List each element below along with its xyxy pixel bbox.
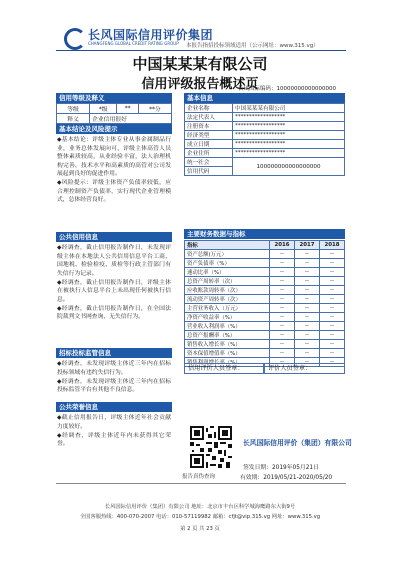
- financial-value: --: [295, 259, 320, 268]
- table-row: [185, 268, 345, 277]
- grade-table: [56, 103, 172, 124]
- financial-value: --: [295, 268, 320, 277]
- footer-contact: 全国客服热线：400-070-2007 电话：010-57119982 邮箱：cfjt@vip.315.vg 网址：www.315.vg: [79, 514, 321, 520]
- company-title: 中国某某某有限公司: [132, 55, 268, 73]
- logo-chinese-name: 长风国际信用评价集团: [88, 28, 214, 42]
- financial-value: --: [320, 250, 345, 259]
- table-row: [185, 295, 345, 304]
- basic-info-value: 100000000000000000: [233, 158, 345, 176]
- basic-info-value: ******************: [233, 140, 345, 149]
- financial-value: --: [295, 250, 320, 259]
- financial-value: --: [295, 322, 320, 331]
- financial-value: --: [320, 304, 345, 313]
- header-note: 本报告指招投标领域适用（公示网址：www.315.vg）: [186, 43, 319, 49]
- financial-col-header: 指标: [185, 241, 270, 250]
- financial-metric: 速动比率（%）: [185, 268, 270, 277]
- grade-level-value: *级: [90, 104, 117, 114]
- conclusion-paragraph: ◆基本结论：评级主体专业从事金属制品行业，业务总体发展向可，评级主体高管人员整体素质较高，从业经验丰富，法人治理机构完善，技术水平和高素质的高管对公司发展起到良好的促进作用。: [57, 137, 171, 177]
- grade-meaning-label: 释义: [57, 114, 90, 124]
- financial-value: --: [270, 349, 295, 358]
- section-bidding-header: 招标投标监管信息: [56, 348, 172, 358]
- financial-value: --: [320, 313, 345, 322]
- basic-info-value: ******************: [233, 122, 345, 131]
- table-row: [185, 250, 345, 259]
- financial-metric: 资本保值增值率（%）: [185, 349, 270, 358]
- financial-value: --: [320, 358, 345, 367]
- financial-metric: 资产负债率（%）: [185, 259, 270, 268]
- basic-info-value: 中国某某某有限公司: [233, 104, 345, 113]
- bidding-paragraph: ◆经调查，未发现评级主体近三年内在招标投标领域有违约失信行为。: [57, 361, 171, 376]
- financial-value: --: [295, 286, 320, 295]
- section-basic-info-header: 基本信息: [184, 93, 345, 103]
- conclusion-text: [57, 136, 171, 205]
- basic-info-value: ******************: [233, 131, 345, 140]
- financial-value: --: [270, 322, 295, 331]
- footer-divider: [56, 483, 346, 484]
- basic-info-key: 信用代码: [185, 167, 233, 176]
- honor-paragraph: ◆截止信用报告日，评级主体近年社会贡献力度较好。: [57, 415, 171, 430]
- financial-value: --: [320, 286, 345, 295]
- qr-code-icon[interactable]: [190, 426, 232, 468]
- financial-metric: 营业收入利润率（%）: [185, 322, 270, 331]
- financial-value: --: [270, 250, 295, 259]
- financial-value: --: [320, 259, 345, 268]
- honor-text: [57, 414, 171, 449]
- financial-value: --: [295, 313, 320, 322]
- financial-value: --: [320, 268, 345, 277]
- financial-value: --: [270, 286, 295, 295]
- financial-metric: 总资产报酬率（%）: [185, 331, 270, 340]
- financial-value: --: [270, 259, 295, 268]
- financial-value: --: [320, 295, 345, 304]
- financial-value: --: [295, 277, 320, 286]
- table-row: [185, 340, 345, 349]
- table-row: [185, 349, 345, 358]
- page-number: 第 2 页 共 23 页: [180, 526, 220, 532]
- bidding-text: [57, 360, 171, 395]
- basic-info-key: 成立日期: [185, 140, 233, 149]
- financial-metric: 资产总额(万元）: [185, 250, 270, 259]
- financial-value: --: [295, 295, 320, 304]
- financial-value: --: [270, 331, 295, 340]
- financial-metric: 主营业务收入（万元）: [185, 304, 270, 313]
- issue-date: 签发日期：2019年05月21日: [243, 465, 319, 471]
- section-conclusion-header: 基本结论及风险提示: [56, 124, 172, 134]
- financial-value: --: [270, 277, 295, 286]
- financial-value: --: [295, 358, 320, 367]
- table-row: [185, 304, 345, 313]
- basic-info-value: ******************: [233, 149, 345, 158]
- public-credit-paragraph: ◆经调查，截止信用报告制作日，在全国法院裁判文书网查询，无失信行为。: [57, 305, 171, 320]
- footer-address: 长风国际信用评价（集团）有限公司 地址：北京市丰台区科学城海鹰路东大街9号: [104, 504, 296, 510]
- table-row: [185, 286, 345, 295]
- financial-col-header: 2017: [295, 241, 320, 250]
- financial-value: --: [270, 295, 295, 304]
- financial-table: [184, 240, 345, 367]
- bidding-paragraph: ◆经调查，未发现评级主体近三年内在招标投标监管平台有其他不良信息。: [57, 378, 171, 393]
- section-public-credit-header: 公共信用信息: [56, 232, 172, 242]
- financial-value: --: [295, 340, 320, 349]
- report-title: 信用评级报告概述页: [141, 77, 259, 92]
- section-financial-header: 主要财务数据与指标: [184, 229, 345, 239]
- financial-metric: 净资产收益率（%）: [185, 313, 270, 322]
- table-row: [185, 259, 345, 268]
- financial-metric: 销售利润增长率（%）: [185, 358, 270, 367]
- financial-value: --: [270, 313, 295, 322]
- section-honor-header: 公共荣誉信息: [56, 402, 172, 412]
- basic-info-value: ******************: [233, 113, 345, 122]
- grade-score-value: **分: [138, 104, 171, 114]
- basic-info-key: 注册资本: [185, 122, 233, 131]
- risk-paragraph: ◆风险提示：评级主体资产负债率较低，应合理控制资产负债率，实行现代企业管理模式，总体经营良好。: [57, 180, 171, 203]
- financial-col-header: 2016: [270, 241, 295, 250]
- section-grade-header: 信用等级及释义: [56, 93, 172, 103]
- financial-value: --: [295, 331, 320, 340]
- logo-english-name: CHANGFENG GLOBAL CREDIT RATING GROUP: [88, 41, 179, 46]
- rater-signature-field: 信用评价人员签章：: [184, 363, 264, 374]
- financial-value: --: [320, 331, 345, 340]
- financial-metric: 销售收入增长率（%）: [185, 340, 270, 349]
- validity-period: 有效期：2019/05/21-2020/05/20: [240, 475, 333, 481]
- grade-value: **: [117, 104, 139, 114]
- financial-value: --: [270, 304, 295, 313]
- issuer-company: 长风国际信用评价（集团）有限公司: [243, 439, 352, 447]
- report-number: 长风国际编码：10000000000000000: [238, 86, 336, 92]
- basic-info-key: 企业名称: [185, 104, 233, 113]
- financial-metric: 流动资产周转率（次）: [185, 295, 270, 304]
- basic-info-key: 企业住所: [185, 149, 233, 158]
- honor-paragraph: ◆经调查，评级主体近年内未获得其它荣誉。: [57, 432, 171, 447]
- financial-value: --: [320, 322, 345, 331]
- financial-value: --: [270, 340, 295, 349]
- financial-metric: 应收账款周转率（次）: [185, 286, 270, 295]
- basic-info-key: 法定代表人: [185, 113, 233, 122]
- financial-value: --: [295, 304, 320, 313]
- table-row: [185, 313, 345, 322]
- basic-info-key: 统一社会: [185, 158, 233, 167]
- financial-value: --: [320, 349, 345, 358]
- qr-caption: 报告真伪查询: [182, 474, 216, 480]
- table-row: [185, 331, 345, 340]
- basic-info-key: 经济类型: [185, 131, 233, 140]
- grade-level-label: 等级: [57, 104, 90, 114]
- table-row: [185, 322, 345, 331]
- header-divider: [56, 50, 346, 51]
- public-credit-text: [57, 244, 171, 322]
- reviewer-signature-field: 评价人员签章：: [264, 363, 345, 374]
- financial-col-header: 2018: [320, 241, 345, 250]
- financial-value: --: [270, 358, 295, 367]
- financial-metric: 总资产周转率（次）: [185, 277, 270, 286]
- report-header: [0, 0, 400, 49]
- table-row: [185, 277, 345, 286]
- public-credit-paragraph: ◆经调查，截止信用报告制作日，评级主体在被执行人信息平台上未出现任何被执行信息。: [57, 279, 171, 303]
- financial-value: --: [320, 340, 345, 349]
- grade-meaning-value: 企业信用很好: [90, 114, 172, 124]
- financial-value: --: [295, 349, 320, 358]
- public-credit-paragraph: ◆经调查，截止信用报告制作日，未发现评级主体在本地法人公共信用信息平台工商、国地税、检验检疫、质检等行政主管部门有失信行为记录。: [57, 245, 171, 277]
- logo-icon: [64, 28, 86, 50]
- financial-value: --: [270, 268, 295, 277]
- basic-info-table: [184, 103, 345, 176]
- financial-value: --: [320, 277, 345, 286]
